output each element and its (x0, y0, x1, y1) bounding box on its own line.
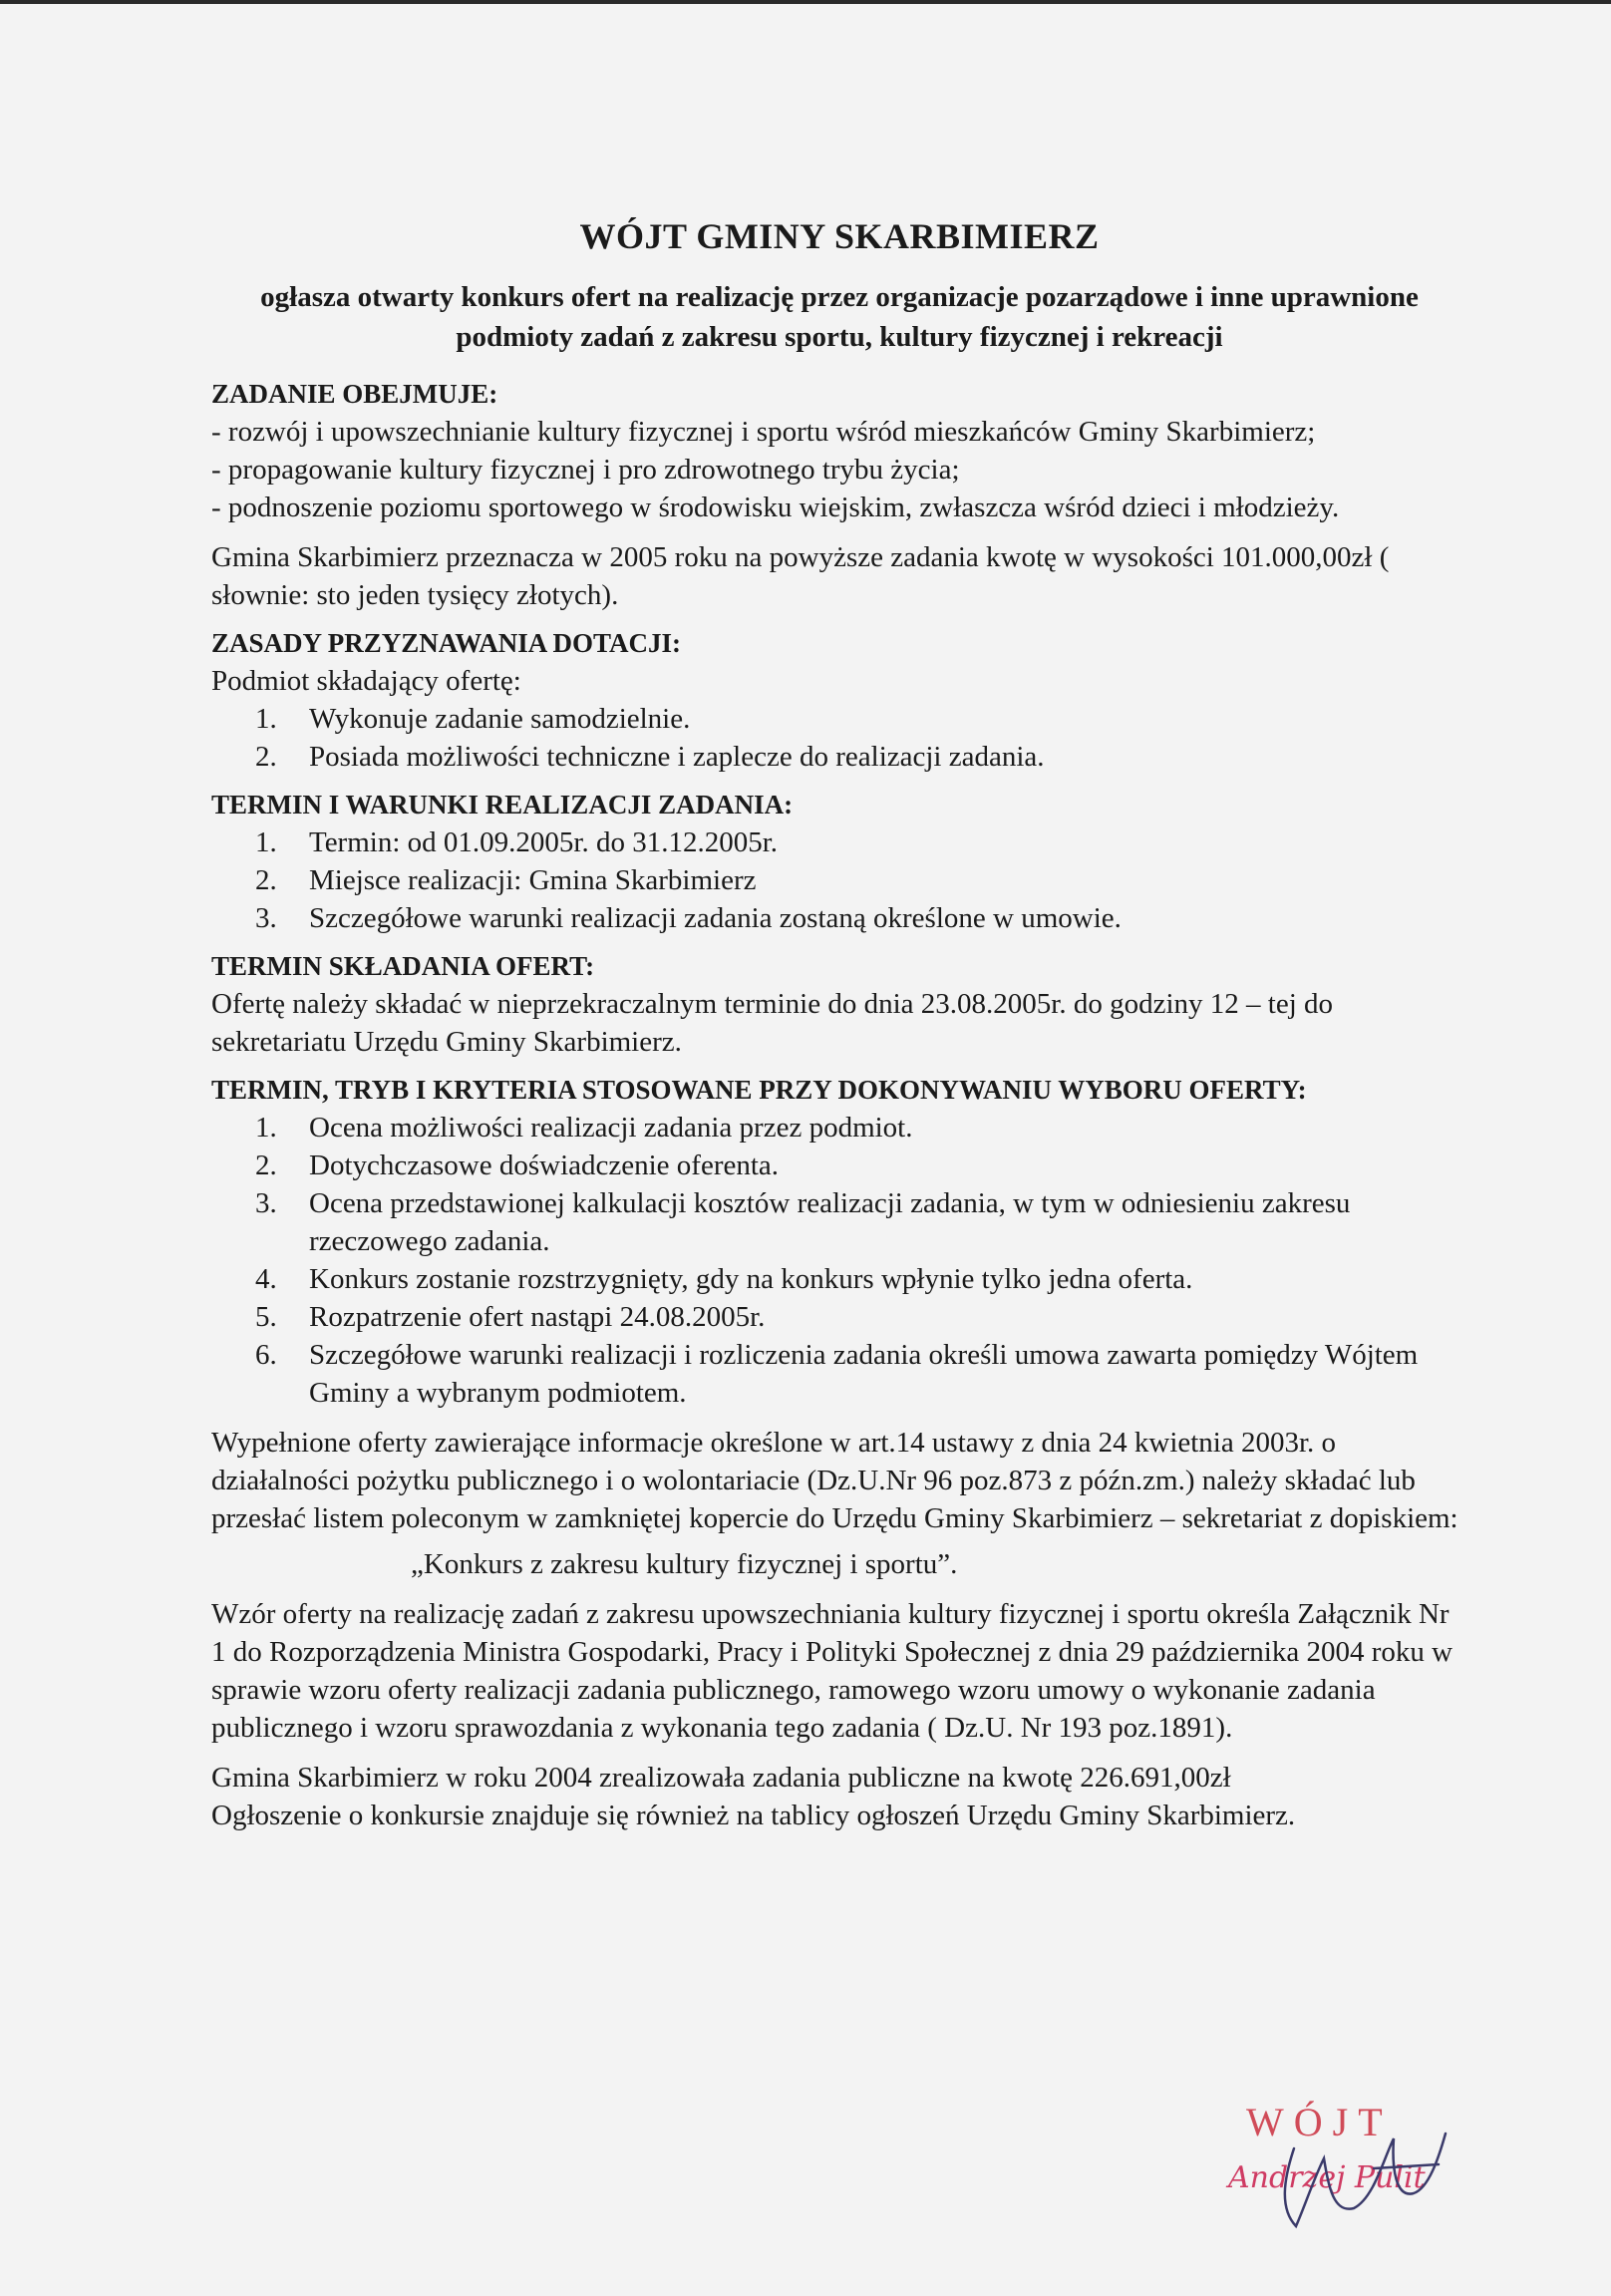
list-item: 1. Wykonuje zadanie samodzielnie. (255, 703, 691, 735)
list-item: 2. Dotychczasowe doświadczenie oferenta. (255, 1149, 780, 1181)
footer-line-1: Gmina Skarbimierz w roku 2004 zrealizowała zadania publiczne na kwotę 226.691,00zł (211, 1762, 1231, 1794)
zasady-list (211, 700, 1467, 776)
document-subtitle: ogłasza otwarty konkurs ofert na realizację przez organizacje pozarządowe i inne uprawnione podmioty zadań z zakresu sportu, kultury fizycznej i rekreacji (260, 281, 1419, 353)
stamp-name: Andrzej Pulit (1228, 2160, 1426, 2195)
budget-paragraph: Gmina Skarbimierz przeznacza w 2005 roku na powyższe zadania kwotę w wysokości 101.000,00zł ( słownie: sto jeden tysięcy złotych). (211, 541, 1390, 611)
signature-stamp (1224, 2099, 1493, 2238)
envelope-annotation: „Konkurs z zakresu kultury fizycznej i sportu”. (411, 1548, 958, 1580)
list-item: 6. Szczegółowe warunki realizacji i rozliczenia zadania określi umowa zawarta pomiędzy Wójtem Gminy a wybranym podmiotem. (255, 1339, 1419, 1409)
section-heading-termin-skladania: TERMIN SKŁADANIA OFERT: (211, 951, 595, 981)
stamp-word: WÓJT (1246, 2100, 1393, 2144)
list-item: 4. Konkurs zostanie rozstrzygnięty, gdy na konkurs wpłynie tylko jedna oferta. (255, 1263, 1193, 1295)
list-item: 2. Posiada możliwości techniczne i zaplecze do realizacji zadania. (255, 741, 1045, 773)
section-heading-termin-warunki: TERMIN I WARUNKI REALIZACJI ZADANIA: (211, 790, 794, 820)
termin-skladania-text: Ofertę należy składać w nieprzekraczalnym terminie do dnia 23.08.2005r. do godziny 12 – tej do sekretariatu Urzędu Gminy Skarbimierz. (211, 988, 1333, 1058)
document-title: WÓJT GMINY SKARBIMIERZ (579, 216, 1100, 256)
form-template-paragraph: Wzór oferty na realizację zadań z zakresu upowszechniania kultury fizycznej i sportu określa Załącznik Nr 1 do Rozporządzenia Ministra Gospodarki, Pracy i Polityki Społecznej z dnia 29 października 2004 roku w sprawie wzoru oferty realizacji zadania publicznego, ramowego wzoru umowy o wykonanie zadania publicznego i wzoru sprawozdania z wykonania tego zadania ( Dz.U. Nr 193 poz.1891). (211, 1598, 1453, 1744)
list-item: - rozwój i upowszechnianie kultury fizycznej i sportu wśród mieszkańców Gminy Skarbimierz; (211, 416, 1316, 448)
footer-line-2: Ogłoszenie o konkursie znajduje się również na tablicy ogłoszeń Urzędu Gminy Skarbimierz. (211, 1800, 1296, 1831)
handwritten-signature-icon (1224, 2099, 1493, 2238)
termin-warunki-list (211, 823, 1467, 937)
list-item: - podnoszenie poziomu sportowego w środowisku wiejskim, zwłaszcza wśród dzieci i młodzieży. (211, 492, 1340, 523)
list-item: 2. Miejsce realizacji: Gmina Skarbimierz (255, 864, 757, 896)
list-item: 1. Ocena możliwości realizacji zadania przez podmiot. (255, 1112, 913, 1144)
zasady-intro: Podmiot składający ofertę: (211, 665, 521, 697)
document-page (211, 199, 1467, 1834)
list-item: 1. Termin: od 01.09.2005r. do 31.12.2005r. (255, 826, 779, 858)
list-item: 3. Ocena przedstawionej kalkulacji kosztów realizacji zadania, w tym w odniesieniu zakresu rzeczowego zadania. (255, 1187, 1351, 1257)
list-item: - propagowanie kultury fizycznej i pro zdrowotnego trybu życia; (211, 454, 960, 486)
section-heading-zadanie: ZADANIE OBEJMUJE: (211, 379, 498, 409)
section-heading-zasady: ZASADY PRZYZNAWANIA DOTACJI: (211, 628, 682, 658)
kryteria-list (211, 1109, 1467, 1412)
section-heading-kryteria: TERMIN, TRYB I KRYTERIA STOSOWANE PRZY DOKONYWANIU WYBORU OFERTY: (211, 1075, 1307, 1105)
list-item: 5. Rozpatrzenie ofert nastąpi 24.08.2005r. (255, 1301, 766, 1333)
list-item: 3. Szczegółowe warunki realizacji zadania zostaną określone w umowie. (255, 902, 1122, 934)
scan-top-edge (0, 0, 1611, 4)
submission-paragraph: Wypełnione oferty zawierające informacje określone w art.14 ustawy z dnia 24 kwietnia 2003r. o działalności pożytku publicznego i o wolontariacie (Dz.U.Nr 96 poz.873 z późn.zm.) należy składać lub przesłać listem poleconym w zamkniętej kopercie do Urzędu Gminy Skarbimierz – sekretariat z dopiskiem: (211, 1427, 1458, 1534)
